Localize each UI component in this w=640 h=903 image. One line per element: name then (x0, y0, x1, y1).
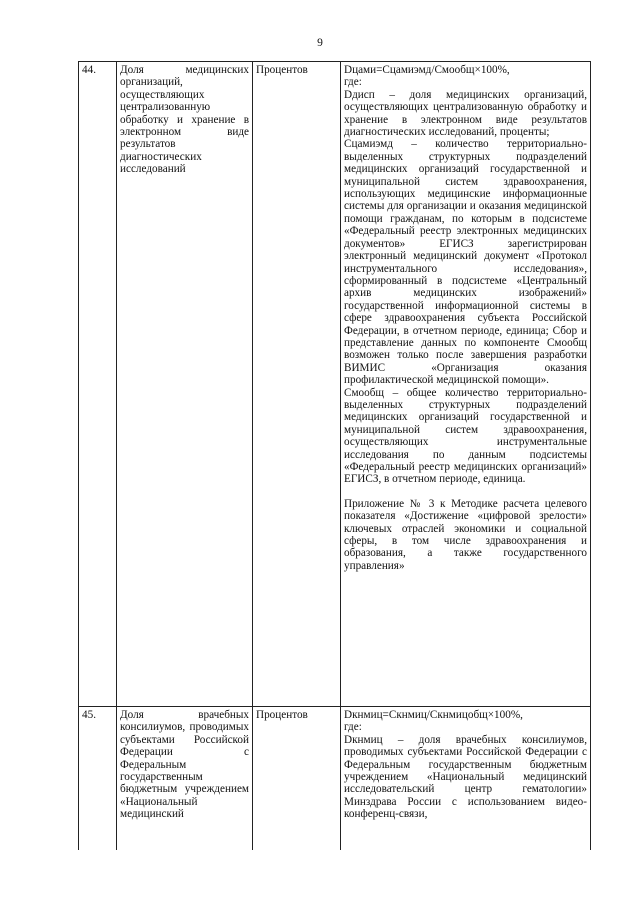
appendix-reference: Приложение № 3 к Методике расчета целевого показателя «Достижение «цифровой зрелости» ключевых отраслей экономики и социальной сферы, в том числе здравоохранения и образования, а также государственного управления» (344, 497, 587, 572)
formula: Dцами=Сцамиэмд/Смообщ×100%, (344, 64, 510, 76)
formula: Dкнмиц=Скнмиц/Скнмицобщ×100%, (344, 709, 523, 721)
calculation-method (344, 64, 587, 572)
formula-term: Смообщ – общее количество территориально-выделенных структурных подразделений медицинских организаций государственной и муниципальной систем здравоохранения, осуществляющих инструментальные исследования по данным подсистемы «Федеральный реестр медицинских организаций» ЕГИСЗ, в отчетном периоде, единица. (344, 386, 587, 486)
unit-of-measure: Процентов (256, 709, 308, 721)
row-number-cell (79, 62, 117, 707)
indicator-name-cell (117, 707, 253, 851)
table-row (79, 62, 591, 707)
calculation-method-cell (341, 62, 591, 707)
formula-term: Сцамиэмд – количество территориально-выделенных структурных подразделений медицинских организаций государственной и муниципальной систем здравоохранения, использующих медицинские информационные системы для организации и оказания медицинской помощи гражданам, по которым в подсистеме «Федеральный реестр электронных медицинских документов» ЕГИСЗ зарегистрирован электронный медицинский документ «Протокол инструментального исследования», сформированный в подсистеме «Центральный архив медицинских изображений» государственной информационной системы в сфере здравоохранения субъекта Российской Федерации, в отчетном периоде, единица; Сбор и представление данных по компоненте Смообщ возможен только после завершения разработки ВИМИС «Организация оказания профилактической медицинской помощи». (344, 138, 587, 387)
formula-term: Dдисп – доля медицинских организаций, осуществляющих централизованную обработку и хранение в электронном виде результатов диагностических исследований, проценты; (344, 88, 587, 139)
indicator-table (78, 61, 591, 850)
formula-where: где: (344, 76, 362, 89)
table-row (79, 707, 591, 851)
calculation-method-cell (341, 707, 591, 851)
indicator-name: Доля врачебных консилиумов, проводимых субъектами Российской Федерации с Федеральным государственным бюджетным учреждением «Национальный медицинский (120, 709, 249, 821)
formula-where: где: (344, 721, 362, 734)
formula-term: Dкнмиц – доля врачебных консилиумов, проводимых субъектами Российской Федерации с Федеральным государственным бюджетным учреждением «Национальный медицинский исследовательский центр гематологии» Минздрава России с использованием видео-конференц-связи, (344, 733, 587, 821)
indicator-name-cell (117, 62, 253, 707)
row-number: 44. (82, 64, 96, 76)
unit-of-measure: Процентов (256, 64, 308, 76)
page-number: 9 (317, 37, 323, 49)
row-number-cell (79, 707, 117, 851)
calculation-method (344, 709, 587, 821)
row-number: 45. (82, 709, 96, 721)
indicator-name: Доля медицинских организаций, осуществляющих централизованную обработку и хранение в электронном виде результатов диагностических исследований (120, 64, 249, 176)
unit-cell (253, 62, 341, 707)
unit-cell (253, 707, 341, 851)
